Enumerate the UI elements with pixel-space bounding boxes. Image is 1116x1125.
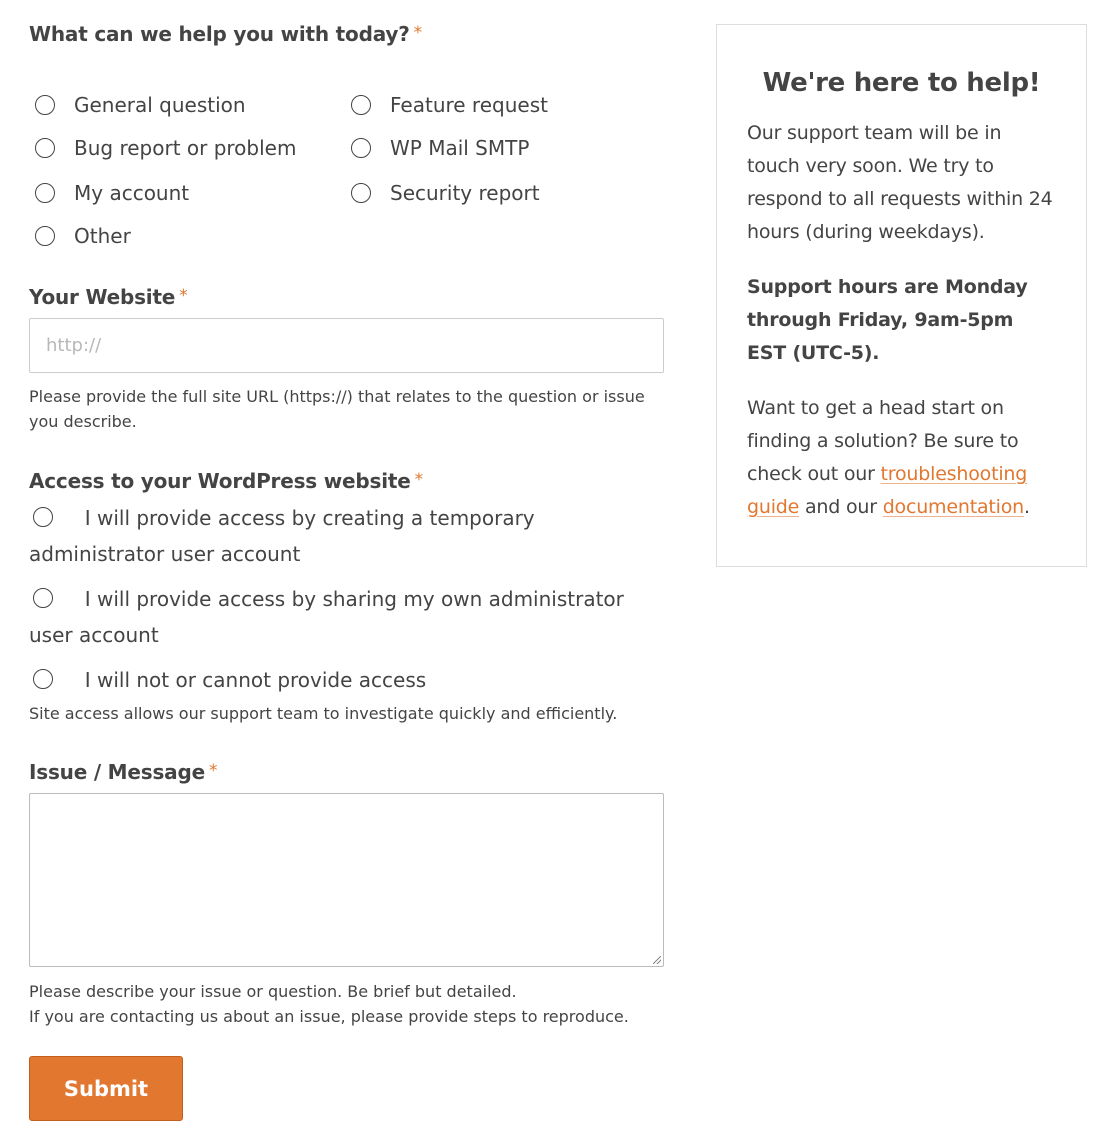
troubleshooting-guide-link[interactable]: troubleshooting guide xyxy=(747,463,1028,518)
access-description: Site access allows our support team to investigate quickly and efficiently. xyxy=(29,704,618,723)
radio-circle-icon[interactable] xyxy=(351,183,371,203)
website-description: Please provide the full site URL (https://) that relates to the question or issue you describe. xyxy=(29,387,645,431)
radio-other[interactable]: Other xyxy=(35,221,131,251)
message-textarea[interactable] xyxy=(29,793,664,967)
radio-bug-report[interactable]: Bug report or problem xyxy=(35,133,296,163)
help-sidebar xyxy=(716,24,1087,567)
required-mark: * xyxy=(208,761,218,781)
website-label: Your Website * xyxy=(29,285,188,309)
support-hours-text: Support hours are Monday through Friday, 9am-5pm EST (UTC-5). xyxy=(747,276,1028,364)
radio-circle-icon[interactable] xyxy=(35,138,55,158)
resize-handle-icon[interactable] xyxy=(653,956,661,964)
radio-circle-icon[interactable] xyxy=(35,95,55,115)
radio-circle-icon[interactable] xyxy=(351,138,371,158)
help-response-text: Our support team will be in touch very soon. We try to respond to all requests within 24 hours (during weekdays). xyxy=(747,122,1053,243)
submit-button[interactable]: Submit xyxy=(29,1056,183,1121)
access-label: Access to your WordPress website * xyxy=(29,469,423,493)
radio-access-none[interactable]: I will not or cannot provide access xyxy=(29,662,665,698)
radio-security-report[interactable]: Security report xyxy=(351,178,540,208)
radio-general-question[interactable]: General question xyxy=(35,90,246,120)
radio-circle-icon[interactable] xyxy=(35,226,55,246)
required-mark: * xyxy=(413,23,422,43)
radio-circle-icon[interactable] xyxy=(35,183,55,203)
radio-wp-mail-smtp[interactable]: WP Mail SMTP xyxy=(351,133,529,163)
radio-access-temp-admin[interactable]: I will provide access by creating a temporary administrator user account xyxy=(29,506,535,566)
radio-circle-icon[interactable] xyxy=(33,507,53,527)
support-form xyxy=(29,18,665,1121)
help-title: We're here to help! xyxy=(762,68,1041,98)
required-mark: * xyxy=(414,470,423,490)
head-start-text: Want to get a head start on finding a solution? Be sure to check out our troubleshooting guide and our documentation. xyxy=(747,397,1030,518)
radio-circle-icon[interactable] xyxy=(351,95,371,115)
message-label: Issue / Message * xyxy=(29,760,218,784)
help-question-label: What can we help you with today? * xyxy=(29,22,422,46)
required-mark: * xyxy=(179,286,188,306)
radio-circle-icon[interactable] xyxy=(33,588,53,608)
website-input[interactable] xyxy=(29,318,664,373)
radio-circle-icon[interactable] xyxy=(33,669,53,689)
radio-feature-request[interactable]: Feature request xyxy=(351,90,548,120)
help-question-options xyxy=(29,49,665,246)
radio-my-account[interactable]: My account xyxy=(35,178,189,208)
documentation-link[interactable]: documentation xyxy=(882,496,1024,518)
radio-access-own-admin[interactable]: I will provide access by sharing my own administrator user account xyxy=(29,587,624,647)
message-description: Please describe your issue or question. Be brief but detailed. If you are contacting us about an issue, please provide steps to reproduce. xyxy=(29,982,629,1026)
